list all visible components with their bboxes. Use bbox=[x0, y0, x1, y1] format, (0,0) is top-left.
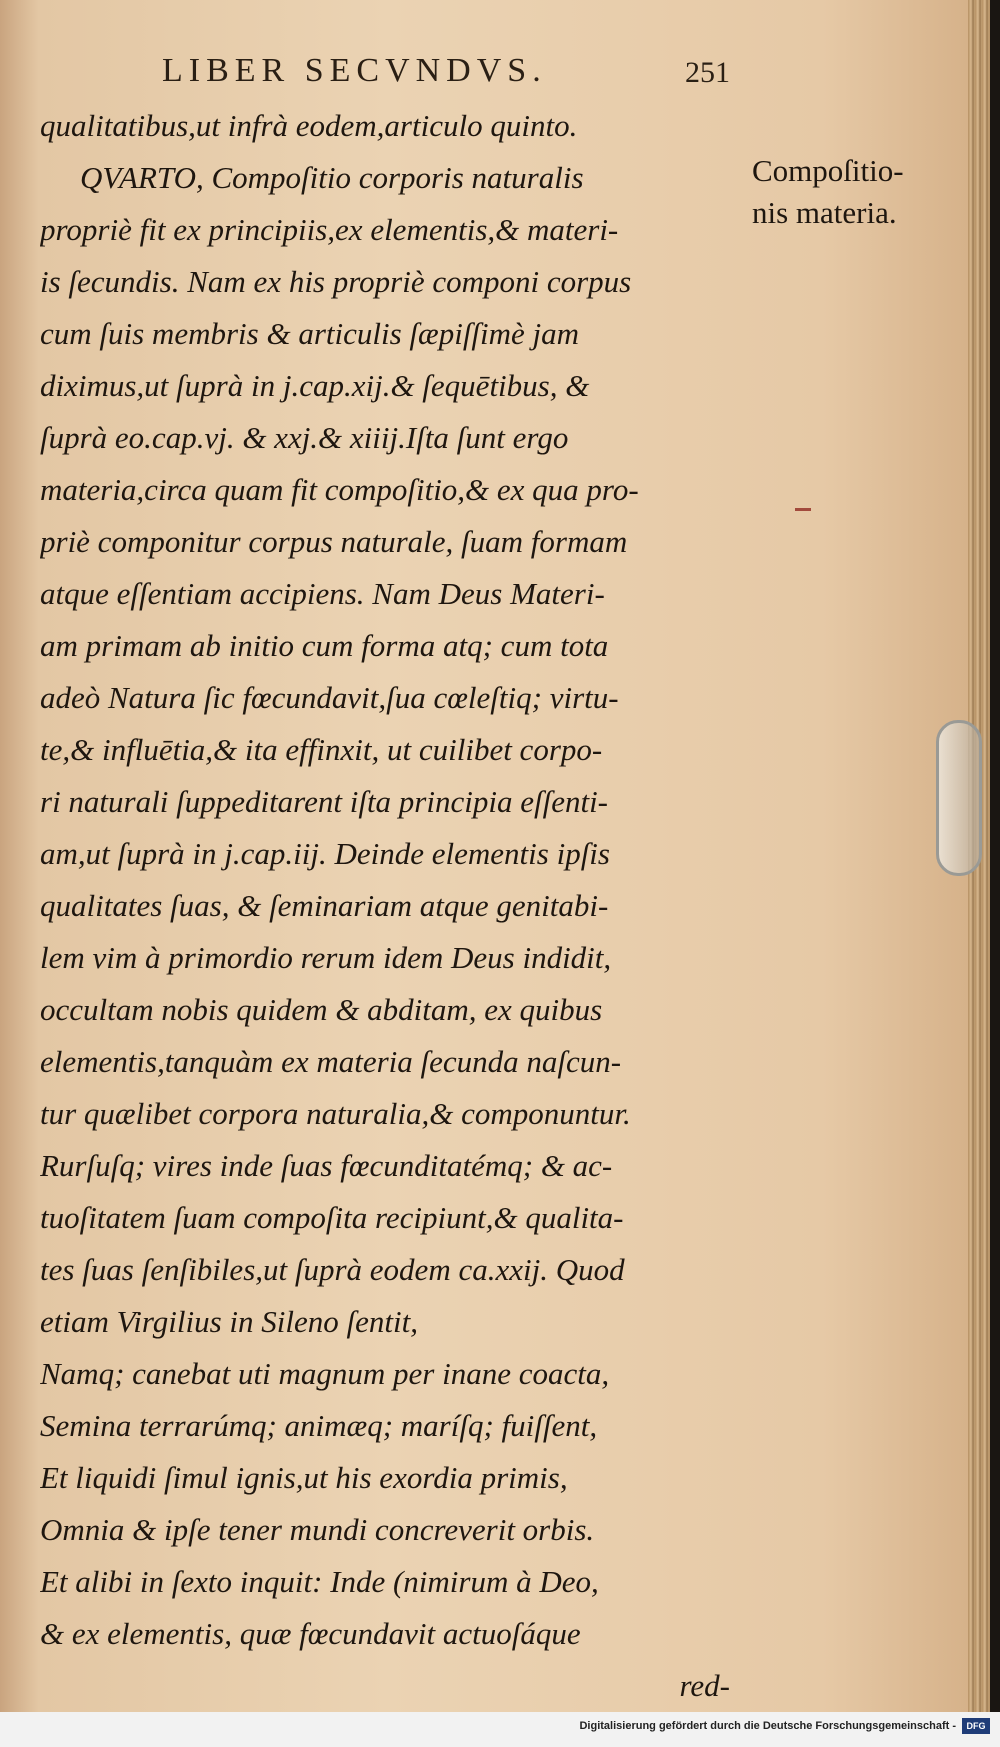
text-line: lem vim à primordio rerum idem Deus indidit, bbox=[40, 940, 612, 975]
text-line: tuoſitatem ſuam compoſita recipiunt,& qualita- bbox=[40, 1200, 624, 1235]
dfg-logo: DFG bbox=[962, 1718, 990, 1734]
ink-speck bbox=[795, 508, 811, 511]
marginal-note bbox=[752, 150, 952, 234]
text-line: cum ſuis membris & articulis ſæpiſſimè jam bbox=[40, 316, 580, 351]
text-line: Omnia & ipſe tener mundi concreverit orbis. bbox=[40, 1512, 595, 1547]
text-line: diximus,ut ſuprà in j.cap.xij.& ſequētibus, & bbox=[40, 368, 590, 403]
footer-credit: Digitalisierung gefördert durch die Deutsche Forschungsgemeinschaft - bbox=[579, 1720, 956, 1732]
text-line: Et liquidi ſimul ignis,ut his exordia primis, bbox=[40, 1460, 568, 1495]
text-line: adeò Natura ſic fœcundavit,ſua cœleſtiq; virtu- bbox=[40, 680, 619, 715]
text-line: & ex elementis, quæ fœcundavit actuoſáque bbox=[40, 1616, 581, 1651]
text-line: etiam Virgilius in Sileno ſentit, bbox=[40, 1304, 418, 1339]
text-line: te,& influētia,& ita effinxit, ut cuilibet corpo- bbox=[40, 732, 603, 767]
body-text bbox=[40, 100, 730, 1712]
text-line: occultam nobis quidem & abditam, ex quibus bbox=[40, 992, 603, 1027]
marginal-note-line: Compoſitio- bbox=[752, 153, 904, 188]
text-line: am,ut ſuprà in j.cap.iij. Deinde elementis ipſis bbox=[40, 836, 610, 871]
text-line: QVARTO, Compoſitio corporis naturalis bbox=[80, 160, 584, 195]
text-line: Semina terrarúmq; animæq; maríſq; fuiſſent, bbox=[40, 1408, 598, 1443]
text-line: materia,circa quam fit compoſitio,& ex qua pro- bbox=[40, 472, 639, 507]
text-line: qualitatibus,ut infrà eodem,articulo quinto. bbox=[40, 108, 578, 143]
text-line: atque eſſentiam accipiens. Nam Deus Materi- bbox=[40, 576, 605, 611]
text-line: Rurſuſq; vires inde ſuas fœcunditatémq; & ac- bbox=[40, 1148, 613, 1183]
text-line: ri naturali ſuppeditarent iſta principia eſſenti- bbox=[40, 784, 609, 819]
text-line: tes ſuas ſenſibiles,ut ſuprà eodem ca.xxij. Quod bbox=[40, 1252, 625, 1287]
text-line: priè componitur corpus naturale, ſuam formam bbox=[40, 524, 628, 559]
book-clasp bbox=[936, 720, 982, 876]
text-line: red- bbox=[679, 1668, 730, 1703]
text-line: Namq; canebat uti magnum per inane coacta, bbox=[40, 1356, 610, 1391]
text-line: elementis,tanquàm ex materia ſecunda naſcun- bbox=[40, 1044, 622, 1079]
text-line: tur quælibet corpora naturalia,& componuntur. bbox=[40, 1096, 631, 1131]
text-line: am primam ab initio cum forma atq; cum tota bbox=[40, 628, 609, 663]
text-line: propriè fit ex principiis,ex elementis,& materi- bbox=[40, 212, 619, 247]
page-number: 251 bbox=[685, 56, 730, 89]
text-line: is ſecundis. Nam ex his propriè componi corpus bbox=[40, 264, 632, 299]
marginal-note-line: nis materia. bbox=[752, 195, 897, 230]
text-line: Et alibi in ſexto inquit: Inde (nimirum à Deo, bbox=[40, 1564, 599, 1599]
running-head: LIBER SECVNDVS. bbox=[162, 52, 547, 89]
scan-background bbox=[990, 0, 1000, 1747]
text-line: qualitates ſuas, & ſeminariam atque genitabi- bbox=[40, 888, 609, 923]
text-line: ſuprà eo.cap.vj. & xxj.& xiiij.Iſta ſunt ergo bbox=[40, 420, 569, 455]
